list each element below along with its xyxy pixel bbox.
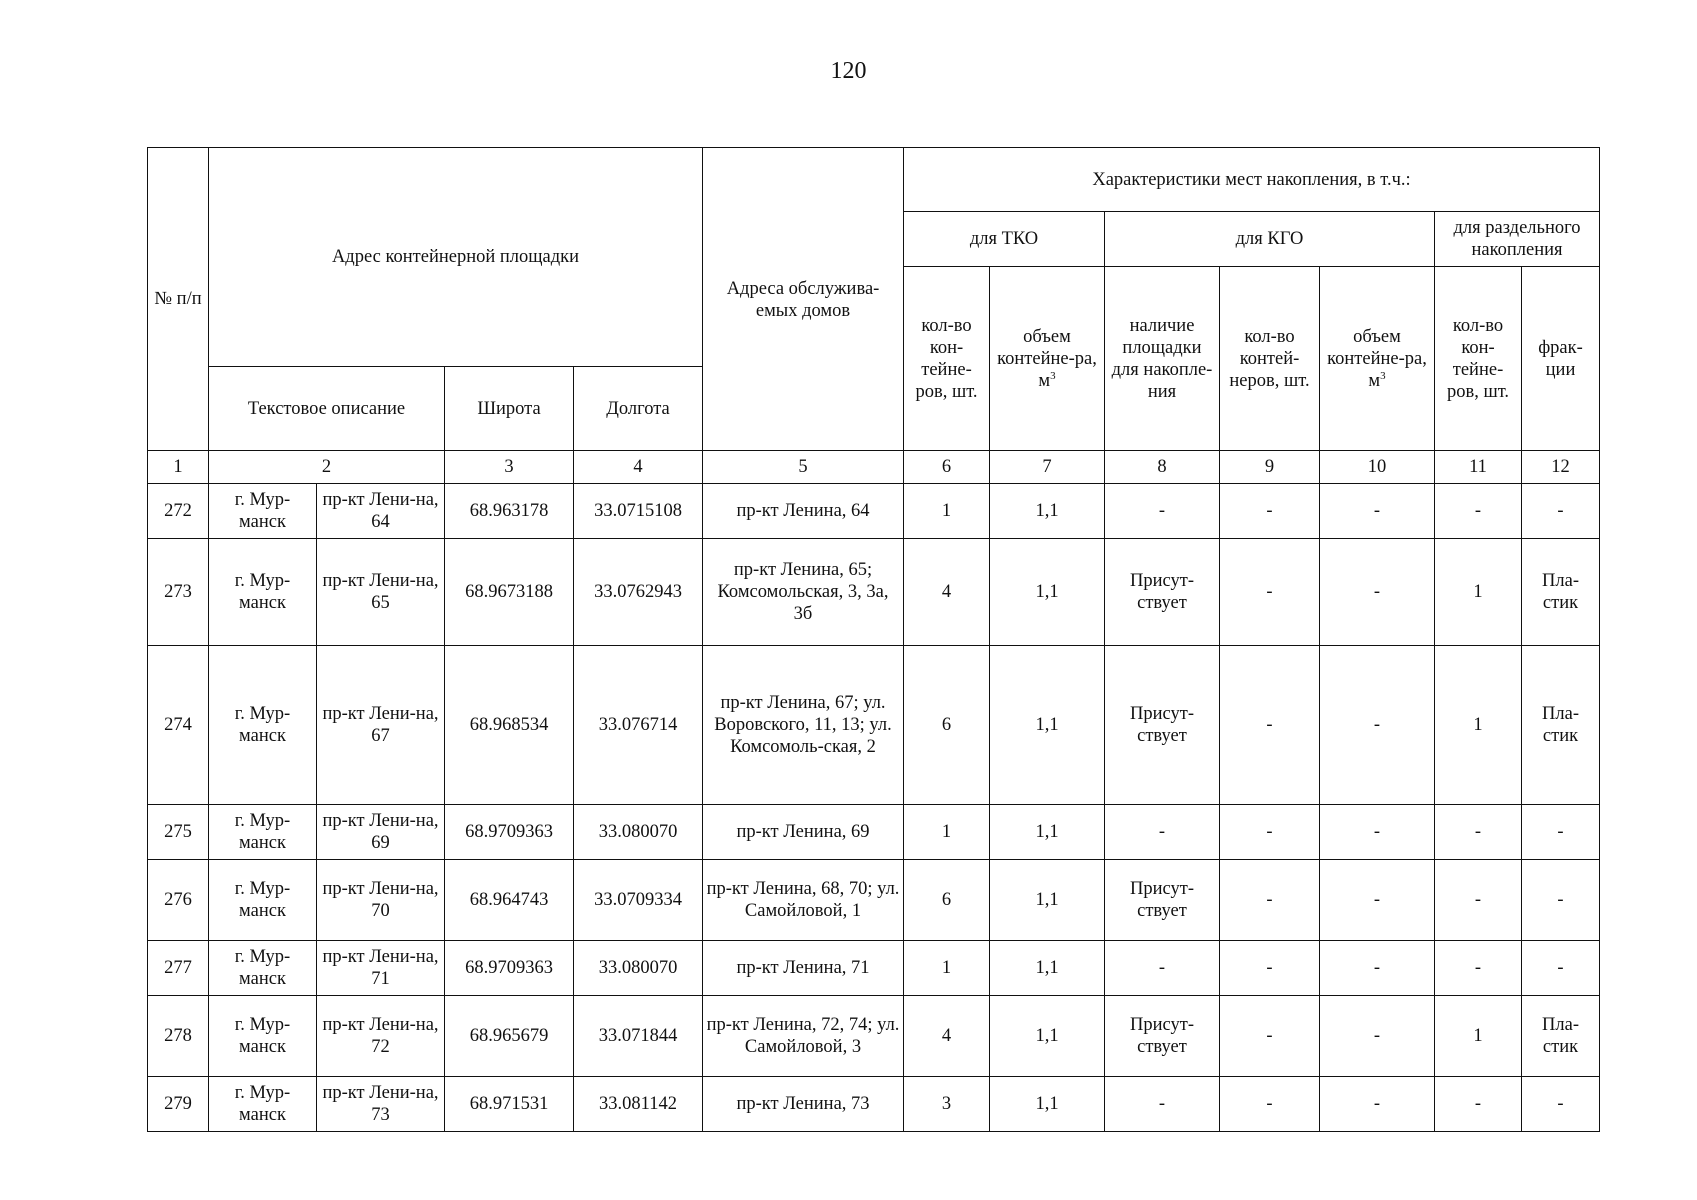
- kgo-site-cell: -: [1105, 484, 1220, 539]
- col-number: 4: [574, 451, 703, 484]
- kgo-site-cell: Присут-ствует: [1105, 539, 1220, 646]
- street-cell: пр-кт Лени-на, 69: [317, 805, 445, 860]
- city-cell: г. Мур-манск: [209, 941, 317, 996]
- tko-count-cell: 4: [904, 996, 990, 1077]
- tko-volume-cell: 1,1: [990, 805, 1105, 860]
- kgo-volume-cell: -: [1320, 996, 1435, 1077]
- header-latitude: Широта: [445, 367, 574, 451]
- table-body: [148, 484, 1600, 1132]
- longitude-cell: 33.0762943: [574, 539, 703, 646]
- kgo-volume-cell: -: [1320, 1077, 1435, 1132]
- col-number: 3: [445, 451, 574, 484]
- sep-fractions-cell: -: [1522, 484, 1600, 539]
- row-number: 279: [148, 1077, 209, 1132]
- sep-fractions-cell: Пла-стик: [1522, 996, 1600, 1077]
- kgo-count-cell: -: [1220, 941, 1320, 996]
- longitude-cell: 33.076714: [574, 646, 703, 805]
- sep-fractions-cell: -: [1522, 805, 1600, 860]
- latitude-cell: 68.9673188: [445, 539, 574, 646]
- sep-fractions-cell: Пла-стик: [1522, 539, 1600, 646]
- latitude-cell: 68.9709363: [445, 805, 574, 860]
- table-row: [148, 805, 1600, 860]
- col-number: 10: [1320, 451, 1435, 484]
- city-cell: г. Мур-манск: [209, 996, 317, 1077]
- city-cell: г. Мур-манск: [209, 1077, 317, 1132]
- tko-count-cell: 1: [904, 805, 990, 860]
- tko-count-cell: 6: [904, 860, 990, 941]
- street-cell: пр-кт Лени-на, 70: [317, 860, 445, 941]
- kgo-volume-cell: -: [1320, 646, 1435, 805]
- served-houses-cell: пр-кт Ленина, 69: [703, 805, 904, 860]
- served-houses-cell: пр-кт Ленина, 73: [703, 1077, 904, 1132]
- served-houses-cell: пр-кт Ленина, 67; ул. Воровского, 11, 13; ул. Комсомоль-ская, 2: [703, 646, 904, 805]
- kgo-site-cell: Присут-ствует: [1105, 646, 1220, 805]
- sep-fractions-cell: -: [1522, 860, 1600, 941]
- kgo-site-cell: -: [1105, 1077, 1220, 1132]
- header-num: № п/п: [148, 148, 209, 451]
- street-cell: пр-кт Лени-на, 67: [317, 646, 445, 805]
- sep-count-cell: 1: [1435, 539, 1522, 646]
- city-cell: г. Мур-манск: [209, 484, 317, 539]
- table-row: [148, 484, 1600, 539]
- row-number: 275: [148, 805, 209, 860]
- header-kgo-volume: объем контейне-ра, $м^3$: [1320, 267, 1435, 451]
- kgo-volume-cell: -: [1320, 941, 1435, 996]
- longitude-cell: 33.080070: [574, 941, 703, 996]
- header-characteristics: Характеристики мест накопления, в т.ч.:: [904, 148, 1600, 212]
- sep-count-cell: -: [1435, 1077, 1522, 1132]
- tko-volume-cell: 1,1: [990, 860, 1105, 941]
- kgo-volume-cell: -: [1320, 805, 1435, 860]
- row-number: 278: [148, 996, 209, 1077]
- sep-count-cell: -: [1435, 484, 1522, 539]
- column-number-row: [148, 451, 1600, 484]
- page-number: 120: [830, 58, 867, 84]
- row-number: 273: [148, 539, 209, 646]
- tko-volume-cell: 1,1: [990, 1077, 1105, 1132]
- kgo-volume-cell: -: [1320, 539, 1435, 646]
- col-number: 12: [1522, 451, 1600, 484]
- tko-count-cell: 6: [904, 646, 990, 805]
- street-cell: пр-кт Лени-на, 71: [317, 941, 445, 996]
- header-kgo: для КГО: [1105, 212, 1435, 267]
- col-number: 5: [703, 451, 904, 484]
- sep-count-cell: 1: [1435, 996, 1522, 1077]
- col-number: 2: [209, 451, 445, 484]
- latitude-cell: 68.965679: [445, 996, 574, 1077]
- col-number: 6: [904, 451, 990, 484]
- header-served-houses: Адреса обслужива-емых домов: [703, 148, 904, 451]
- header-sep-fractions: фрак-ции: [1522, 267, 1600, 451]
- city-cell: г. Мур-манск: [209, 646, 317, 805]
- city-cell: г. Мур-манск: [209, 860, 317, 941]
- tko-volume-cell: 1,1: [990, 646, 1105, 805]
- served-houses-cell: пр-кт Ленина, 72, 74; ул. Самойловой, 3: [703, 996, 904, 1077]
- table-row: [148, 646, 1600, 805]
- kgo-site-cell: Присут-ствует: [1105, 996, 1220, 1077]
- row-number: 274: [148, 646, 209, 805]
- table-row: [148, 539, 1600, 646]
- longitude-cell: 33.0709334: [574, 860, 703, 941]
- header-kgo-site: наличие площадки для накопле-ния: [1105, 267, 1220, 451]
- kgo-site-cell: Присут-ствует: [1105, 860, 1220, 941]
- sep-fractions-cell: Пла-стик: [1522, 646, 1600, 805]
- tko-volume-cell: 1,1: [990, 996, 1105, 1077]
- header-tko-volume: объем контейне-ра, $м^3$: [990, 267, 1105, 451]
- header-address-group: Адрес контейнерной площадки: [209, 148, 703, 367]
- kgo-count-cell: -: [1220, 539, 1320, 646]
- col-number: 9: [1220, 451, 1320, 484]
- table-row: [148, 1077, 1600, 1132]
- col-number: 8: [1105, 451, 1220, 484]
- city-cell: г. Мур-манск: [209, 539, 317, 646]
- tko-count-cell: 4: [904, 539, 990, 646]
- tko-count-cell: 1: [904, 484, 990, 539]
- row-number: 272: [148, 484, 209, 539]
- container-sites-table: [147, 147, 1600, 1132]
- table-row: [148, 860, 1600, 941]
- latitude-cell: 68.9709363: [445, 941, 574, 996]
- table-header: [148, 148, 1600, 484]
- sep-fractions-cell: -: [1522, 941, 1600, 996]
- latitude-cell: 68.964743: [445, 860, 574, 941]
- sep-count-cell: 1: [1435, 646, 1522, 805]
- kgo-volume-cell: -: [1320, 860, 1435, 941]
- tko-count-cell: 3: [904, 1077, 990, 1132]
- kgo-count-cell: -: [1220, 860, 1320, 941]
- sep-fractions-cell: -: [1522, 1077, 1600, 1132]
- header-separate: для раздельного накопления: [1435, 212, 1600, 267]
- tko-volume-cell: 1,1: [990, 484, 1105, 539]
- col-number: 11: [1435, 451, 1522, 484]
- header-tko: для ТКО: [904, 212, 1105, 267]
- kgo-count-cell: -: [1220, 805, 1320, 860]
- col-number: 7: [990, 451, 1105, 484]
- row-number: 277: [148, 941, 209, 996]
- kgo-volume-cell: -: [1320, 484, 1435, 539]
- longitude-cell: 33.071844: [574, 996, 703, 1077]
- longitude-cell: 33.080070: [574, 805, 703, 860]
- street-cell: пр-кт Лени-на, 72: [317, 996, 445, 1077]
- served-houses-cell: пр-кт Ленина, 64: [703, 484, 904, 539]
- latitude-cell: 68.971531: [445, 1077, 574, 1132]
- sep-count-cell: -: [1435, 941, 1522, 996]
- kgo-count-cell: -: [1220, 996, 1320, 1077]
- col-number: 1: [148, 451, 209, 484]
- latitude-cell: 68.963178: [445, 484, 574, 539]
- street-cell: пр-кт Лени-на, 65: [317, 539, 445, 646]
- street-cell: пр-кт Лени-на, 73: [317, 1077, 445, 1132]
- latitude-cell: 68.968534: [445, 646, 574, 805]
- kgo-count-cell: -: [1220, 646, 1320, 805]
- header-sep-count: кол-во кон-тейне-ров, шт.: [1435, 267, 1522, 451]
- served-houses-cell: пр-кт Ленина, 68, 70; ул. Самойловой, 1: [703, 860, 904, 941]
- table-row: [148, 941, 1600, 996]
- tko-count-cell: 1: [904, 941, 990, 996]
- tko-volume-cell: 1,1: [990, 941, 1105, 996]
- longitude-cell: 33.0715108: [574, 484, 703, 539]
- row-number: 276: [148, 860, 209, 941]
- sep-count-cell: -: [1435, 860, 1522, 941]
- street-cell: пр-кт Лени-на, 64: [317, 484, 445, 539]
- header-tko-count: кол-во кон-тейне-ров, шт.: [904, 267, 990, 451]
- table-row: [148, 996, 1600, 1077]
- kgo-site-cell: -: [1105, 941, 1220, 996]
- sep-count-cell: -: [1435, 805, 1522, 860]
- kgo-count-cell: -: [1220, 484, 1320, 539]
- served-houses-cell: пр-кт Ленина, 71: [703, 941, 904, 996]
- header-text-desc: Текстовое описание: [209, 367, 445, 451]
- tko-volume-cell: 1,1: [990, 539, 1105, 646]
- kgo-site-cell: -: [1105, 805, 1220, 860]
- header-longitude: Долгота: [574, 367, 703, 451]
- city-cell: г. Мур-манск: [209, 805, 317, 860]
- served-houses-cell: пр-кт Ленина, 65; Комсомольская, 3, 3а, 3б: [703, 539, 904, 646]
- longitude-cell: 33.081142: [574, 1077, 703, 1132]
- kgo-count-cell: -: [1220, 1077, 1320, 1132]
- header-kgo-count: кол-во контей-неров, шт.: [1220, 267, 1320, 451]
